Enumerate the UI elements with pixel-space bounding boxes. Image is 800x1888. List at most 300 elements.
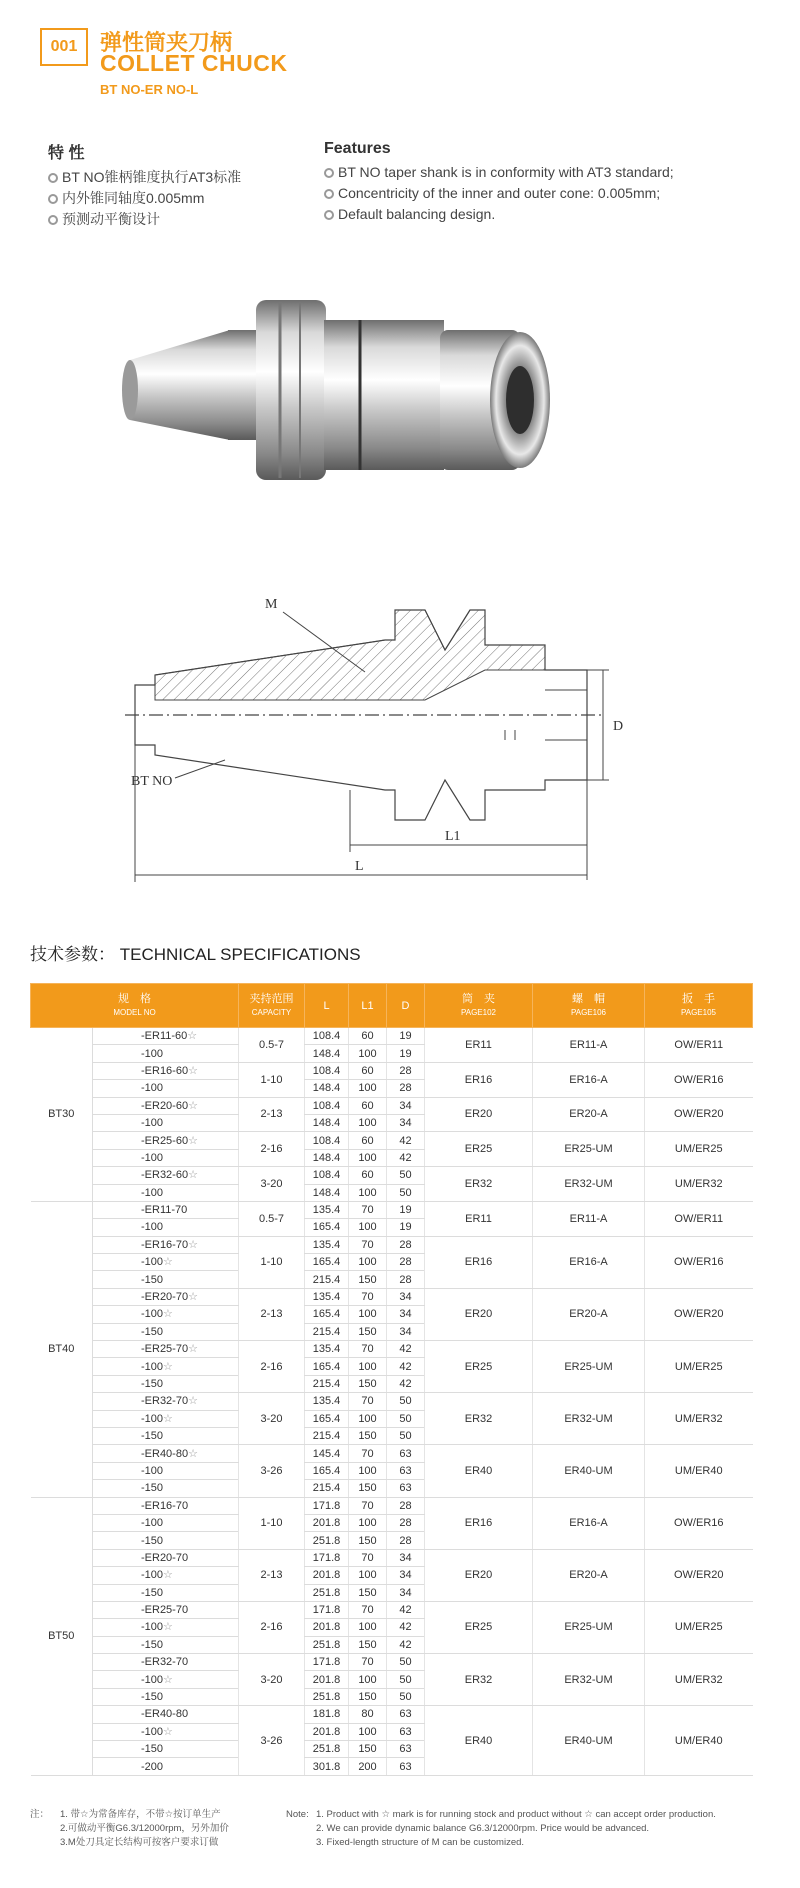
d-cell: 28 — [387, 1236, 425, 1253]
wrench-cell: OW/ER16 — [645, 1497, 753, 1549]
d-cell: 19 — [387, 1201, 425, 1218]
header-l1: L1 — [349, 984, 387, 1028]
l-cell: 201.8 — [305, 1619, 349, 1636]
notes-english: Note: 1. Product with ☆ mark is for running stock and product without ☆ can accept order production. 2. We can provide dynamic balance G6.3/12000rpm. Price would be advanced. 3. Fixed-length structure of M can be customized. — [286, 1809, 716, 1848]
l1-cell: 60 — [349, 1167, 387, 1184]
d-cell: 50 — [387, 1167, 425, 1184]
l-cell: 135.4 — [305, 1201, 349, 1218]
table-row — [31, 1288, 753, 1305]
capacity-cell: 2-13 — [239, 1549, 305, 1601]
star-icon: ☆ — [188, 1395, 198, 1408]
wrench-cell: UM/ER25 — [645, 1341, 753, 1393]
nut-cell: ER32-UM — [533, 1393, 645, 1445]
capacity-cell: 2-13 — [239, 1097, 305, 1132]
collet-cell: ER20 — [425, 1549, 533, 1601]
l1-cell: 70 — [349, 1393, 387, 1410]
l1-cell: 150 — [349, 1532, 387, 1549]
capacity-cell: 3-20 — [239, 1654, 305, 1706]
d-cell: 50 — [387, 1671, 425, 1688]
l-cell: 165.4 — [305, 1219, 349, 1236]
model-cell: -100 — [93, 1080, 239, 1097]
table-row — [31, 1201, 753, 1218]
wrench-cell: OW/ER20 — [645, 1549, 753, 1601]
wrench-cell: UM/ER40 — [645, 1706, 753, 1776]
model-cell: -150 — [93, 1532, 239, 1549]
star-icon: ☆ — [188, 1343, 198, 1356]
l-cell: 135.4 — [305, 1288, 349, 1305]
star-icon: ☆ — [163, 1673, 173, 1686]
model-cell: -ER20-70 — [93, 1549, 239, 1566]
l-cell: 171.8 — [305, 1654, 349, 1671]
header-collet: 筒 夹 PAGE102 — [425, 984, 533, 1028]
d-cell: 63 — [387, 1723, 425, 1740]
star-icon: ☆ — [188, 1447, 198, 1460]
notes-chinese: 注： 1. 带☆为常备库存，不带☆按订单生产 2.可做动平衡G6.3/12000rpm，另外加价 3.M处刀具定长结构可按客户要求订做 — [30, 1809, 229, 1848]
technical-drawing — [125, 590, 705, 900]
star-icon: ☆ — [187, 1030, 198, 1043]
l-cell: 165.4 — [305, 1358, 349, 1375]
bullet-icon — [48, 194, 58, 204]
d-cell: 28 — [387, 1497, 425, 1514]
l-cell: 148.4 — [305, 1184, 349, 1201]
d-cell: 34 — [387, 1584, 425, 1601]
collet-cell: ER16 — [425, 1062, 533, 1097]
l1-cell: 100 — [349, 1619, 387, 1636]
flange-shape — [256, 300, 326, 480]
model-cell: -100☆ — [93, 1723, 239, 1740]
model-cell: -ER11-60☆ — [93, 1028, 239, 1045]
feature-item: 预测动平衡设计 — [48, 209, 318, 230]
nut-cell: ER32-UM — [533, 1654, 645, 1706]
star-icon: ☆ — [188, 1134, 198, 1147]
bullet-icon — [324, 168, 334, 178]
model-cell: -ER25-70 — [93, 1601, 239, 1618]
wrench-cell: OW/ER16 — [645, 1236, 753, 1288]
l-cell: 201.8 — [305, 1514, 349, 1531]
wrench-cell: UM/ER32 — [645, 1167, 753, 1202]
nut-cell: ER32-UM — [533, 1167, 645, 1202]
label-l1: L1 — [445, 829, 461, 844]
table-row — [31, 1341, 753, 1358]
header-model: 规 格 MODEL NO — [31, 984, 239, 1028]
bullet-icon — [324, 210, 334, 220]
model-cell: -ER25-60☆ — [93, 1132, 239, 1149]
table-body — [31, 1028, 753, 1776]
star-icon: ☆ — [188, 1099, 198, 1112]
model-subtitle: BT NO-ER NO-L — [100, 82, 199, 97]
label-bt-no: BT NO — [131, 774, 173, 789]
collet-cell: ER32 — [425, 1167, 533, 1202]
model-cell: -100 — [93, 1114, 239, 1131]
table-row — [31, 1445, 753, 1462]
d-cell: 34 — [387, 1567, 425, 1584]
wrench-cell: OW/ER11 — [645, 1028, 753, 1063]
table-row — [31, 1132, 753, 1149]
table-header-row — [31, 984, 753, 1028]
label-d: D — [613, 719, 624, 734]
l-cell: 171.8 — [305, 1549, 349, 1566]
l-cell: 148.4 — [305, 1080, 349, 1097]
d-cell: 28 — [387, 1062, 425, 1079]
star-icon: ☆ — [188, 1291, 198, 1304]
table-row — [31, 1601, 753, 1618]
l-cell: 201.8 — [305, 1723, 349, 1740]
d-cell: 34 — [387, 1114, 425, 1131]
model-cell: -150 — [93, 1271, 239, 1288]
model-cell: -150 — [93, 1636, 239, 1653]
nut-cell: ER40-UM — [533, 1445, 645, 1497]
capacity-cell: 3-26 — [239, 1445, 305, 1497]
l1-cell: 100 — [349, 1567, 387, 1584]
table-row — [31, 1549, 753, 1566]
d-cell: 34 — [387, 1097, 425, 1114]
d-cell: 34 — [387, 1549, 425, 1566]
model-cell: -150 — [93, 1741, 239, 1758]
model-cell: -100 — [93, 1219, 239, 1236]
l-cell: 135.4 — [305, 1236, 349, 1253]
table-row — [31, 1097, 753, 1114]
d-cell: 42 — [387, 1132, 425, 1149]
l1-cell: 70 — [349, 1341, 387, 1358]
title-chinese: 弹性筒夹刀柄 — [100, 30, 233, 55]
l1-cell: 100 — [349, 1219, 387, 1236]
collet-cell: ER40 — [425, 1445, 533, 1497]
star-icon: ☆ — [163, 1256, 173, 1269]
feature-item: Default balancing design. — [324, 204, 764, 225]
table-row — [31, 1028, 753, 1045]
l1-cell: 150 — [349, 1427, 387, 1444]
l-cell: 251.8 — [305, 1741, 349, 1758]
model-cell: -ER11-70 — [93, 1201, 239, 1218]
d-cell: 63 — [387, 1445, 425, 1462]
l-cell: 108.4 — [305, 1028, 349, 1045]
collet-bore — [506, 366, 534, 434]
nut-cell: ER20-A — [533, 1097, 645, 1132]
l1-cell: 100 — [349, 1184, 387, 1201]
l1-cell: 100 — [349, 1114, 387, 1131]
l-cell: 108.4 — [305, 1167, 349, 1184]
nut-cell: ER16-A — [533, 1236, 645, 1288]
d-cell: 42 — [387, 1341, 425, 1358]
l1-cell: 150 — [349, 1323, 387, 1340]
collet-cell: ER25 — [425, 1601, 533, 1653]
l-cell: 181.8 — [305, 1706, 349, 1723]
l1-cell: 150 — [349, 1375, 387, 1392]
model-cell: -150 — [93, 1688, 239, 1705]
d-cell: 63 — [387, 1462, 425, 1479]
capacity-cell: 0.5-7 — [239, 1028, 305, 1063]
collet-cell: ER32 — [425, 1393, 533, 1445]
d-cell: 28 — [387, 1254, 425, 1271]
l1-cell: 100 — [349, 1149, 387, 1166]
l1-cell: 100 — [349, 1410, 387, 1427]
capacity-cell: 3-20 — [239, 1393, 305, 1445]
l1-cell: 70 — [349, 1288, 387, 1305]
model-cell: -100☆ — [93, 1306, 239, 1323]
wrench-cell: UM/ER25 — [645, 1601, 753, 1653]
l-cell: 135.4 — [305, 1393, 349, 1410]
l-cell: 145.4 — [305, 1445, 349, 1462]
wrench-cell: OW/ER16 — [645, 1062, 753, 1097]
l1-cell: 150 — [349, 1741, 387, 1758]
neck-shape — [228, 330, 258, 440]
feature-item: BT NO taper shank is in conformity with AT3 standard; — [324, 162, 764, 183]
header-nut: 螺 帽 PAGE106 — [533, 984, 645, 1028]
star-icon: ☆ — [163, 1360, 173, 1373]
l1-cell: 150 — [349, 1480, 387, 1497]
table-row — [31, 1393, 753, 1410]
l-cell: 108.4 — [305, 1097, 349, 1114]
d-cell: 34 — [387, 1306, 425, 1323]
nut-cell: ER20-A — [533, 1549, 645, 1601]
l1-cell: 100 — [349, 1723, 387, 1740]
model-cell: -150 — [93, 1480, 239, 1497]
star-icon: ☆ — [188, 1064, 198, 1077]
l-cell: 201.8 — [305, 1671, 349, 1688]
d-cell: 28 — [387, 1080, 425, 1097]
leader-bt — [175, 760, 225, 778]
features-chinese — [48, 140, 318, 230]
nut-cell: ER11-A — [533, 1201, 645, 1236]
model-cell: -ER32-70 — [93, 1654, 239, 1671]
wrench-cell: UM/ER32 — [645, 1393, 753, 1445]
d-cell: 50 — [387, 1688, 425, 1705]
model-cell: -ER25-70☆ — [93, 1341, 239, 1358]
wrench-cell: OW/ER11 — [645, 1201, 753, 1236]
l1-cell: 60 — [349, 1028, 387, 1045]
nut-cell: ER20-A — [533, 1288, 645, 1340]
model-cell: -100☆ — [93, 1358, 239, 1375]
collet-cell: ER16 — [425, 1236, 533, 1288]
l-cell: 171.8 — [305, 1601, 349, 1618]
nut-cell: ER16-A — [533, 1497, 645, 1549]
l1-cell: 70 — [349, 1654, 387, 1671]
l1-cell: 70 — [349, 1236, 387, 1253]
capacity-cell: 1-10 — [239, 1497, 305, 1549]
bullet-icon — [48, 173, 58, 183]
page-header — [40, 28, 760, 100]
d-cell: 28 — [387, 1271, 425, 1288]
l-cell: 135.4 — [305, 1341, 349, 1358]
model-cell: -100 — [93, 1149, 239, 1166]
star-icon: ☆ — [163, 1412, 173, 1425]
star-icon: ☆ — [163, 1569, 173, 1582]
capacity-cell: 3-20 — [239, 1167, 305, 1202]
l1-cell: 100 — [349, 1080, 387, 1097]
capacity-cell: 2-16 — [239, 1601, 305, 1653]
star-icon: ☆ — [188, 1238, 198, 1251]
l1-cell: 70 — [349, 1601, 387, 1618]
feature-item: BT NO锥柄锥度执行AT3标准 — [48, 167, 318, 188]
model-cell: -200 — [93, 1758, 239, 1775]
wrench-cell: UM/ER32 — [645, 1654, 753, 1706]
model-cell: -ER20-70☆ — [93, 1288, 239, 1305]
l-cell: 215.4 — [305, 1323, 349, 1340]
model-cell: -100☆ — [93, 1254, 239, 1271]
l-cell: 215.4 — [305, 1427, 349, 1444]
l1-cell: 150 — [349, 1688, 387, 1705]
l1-cell: 100 — [349, 1306, 387, 1323]
l1-cell: 60 — [349, 1062, 387, 1079]
collet-cell: ER11 — [425, 1201, 533, 1236]
table-row — [31, 1497, 753, 1514]
l1-cell: 100 — [349, 1358, 387, 1375]
l-cell: 171.8 — [305, 1497, 349, 1514]
capacity-cell: 2-16 — [239, 1341, 305, 1393]
l-cell: 108.4 — [305, 1062, 349, 1079]
header-d: D — [387, 984, 425, 1028]
l-cell: 251.8 — [305, 1688, 349, 1705]
model-cell: -ER40-80 — [93, 1706, 239, 1723]
features-heading-en: Features — [324, 140, 391, 157]
d-cell: 42 — [387, 1601, 425, 1618]
d-cell: 42 — [387, 1375, 425, 1392]
d-cell: 63 — [387, 1741, 425, 1758]
wrench-cell: OW/ER20 — [645, 1097, 753, 1132]
l-cell: 215.4 — [305, 1375, 349, 1392]
collet-cell: ER20 — [425, 1097, 533, 1132]
collet-chuck-photo — [110, 290, 610, 550]
capacity-cell: 2-13 — [239, 1288, 305, 1340]
bullet-icon — [48, 215, 58, 225]
wrench-cell: OW/ER20 — [645, 1288, 753, 1340]
d-cell: 19 — [387, 1045, 425, 1062]
l1-cell: 60 — [349, 1097, 387, 1114]
model-cell: -150 — [93, 1375, 239, 1392]
l1-cell: 60 — [349, 1132, 387, 1149]
model-cell: -ER16-60☆ — [93, 1062, 239, 1079]
capacity-cell: 1-10 — [239, 1062, 305, 1097]
wrench-cell: UM/ER40 — [645, 1445, 753, 1497]
table-row — [31, 1236, 753, 1253]
series-cell: BT40 — [31, 1201, 93, 1497]
product-code: 001 — [40, 28, 88, 66]
collet-cell: ER20 — [425, 1288, 533, 1340]
nut-cell: ER25-UM — [533, 1601, 645, 1653]
model-cell: -150 — [93, 1584, 239, 1601]
model-cell: -100☆ — [93, 1410, 239, 1427]
model-cell: -100 — [93, 1514, 239, 1531]
header-wrench: 扳 手 PAGE105 — [645, 984, 753, 1028]
l1-cell: 70 — [349, 1497, 387, 1514]
d-cell: 19 — [387, 1219, 425, 1236]
capacity-cell: 1-10 — [239, 1236, 305, 1288]
model-cell: -ER32-70☆ — [93, 1393, 239, 1410]
l-cell: 148.4 — [305, 1045, 349, 1062]
table-row — [31, 1062, 753, 1079]
d-cell: 50 — [387, 1184, 425, 1201]
l-cell: 301.8 — [305, 1758, 349, 1775]
l-cell: 165.4 — [305, 1306, 349, 1323]
l-cell: 201.8 — [305, 1567, 349, 1584]
collet-cell: ER11 — [425, 1028, 533, 1063]
capacity-cell: 0.5-7 — [239, 1201, 305, 1236]
d-cell: 50 — [387, 1410, 425, 1427]
star-icon: ☆ — [163, 1308, 173, 1321]
l1-cell: 150 — [349, 1271, 387, 1288]
model-cell: -ER32-60☆ — [93, 1167, 239, 1184]
title-english: COLLET CHUCK — [100, 50, 288, 76]
l-cell: 165.4 — [305, 1254, 349, 1271]
d-cell: 42 — [387, 1636, 425, 1653]
l-cell: 215.4 — [305, 1480, 349, 1497]
spec-title: 技术参数： TECHNICAL SPECIFICATIONS — [30, 945, 361, 964]
model-cell: -ER20-60☆ — [93, 1097, 239, 1114]
features-heading-cn: 特 性 — [48, 145, 85, 162]
d-cell: 63 — [387, 1758, 425, 1775]
l1-cell: 100 — [349, 1254, 387, 1271]
table-row — [31, 1654, 753, 1671]
d-cell: 28 — [387, 1532, 425, 1549]
features-english — [324, 140, 764, 225]
model-cell: -100 — [93, 1045, 239, 1062]
collet-cell: ER25 — [425, 1132, 533, 1167]
l-cell: 148.4 — [305, 1114, 349, 1131]
spec-table — [30, 983, 753, 1776]
taper-shape — [130, 330, 230, 440]
star-icon: ☆ — [163, 1725, 173, 1738]
model-cell: -100☆ — [93, 1619, 239, 1636]
model-cell: -ER16-70 — [93, 1497, 239, 1514]
feature-item: Concentricity of the inner and outer cone: 0.005mm; — [324, 183, 764, 204]
model-cell: -100☆ — [93, 1671, 239, 1688]
model-cell: -ER16-70☆ — [93, 1236, 239, 1253]
collet-cell: ER40 — [425, 1706, 533, 1776]
l1-cell: 150 — [349, 1636, 387, 1653]
l-cell: 108.4 — [305, 1132, 349, 1149]
bullet-icon — [324, 189, 334, 199]
nut-cell: ER25-UM — [533, 1132, 645, 1167]
nut-cell: ER16-A — [533, 1062, 645, 1097]
feature-item: 内外锥同轴度0.005mm — [48, 188, 318, 209]
model-cell: -ER40-80☆ — [93, 1445, 239, 1462]
model-cell: -150 — [93, 1323, 239, 1340]
collet-cell: ER32 — [425, 1654, 533, 1706]
wrench-cell: UM/ER25 — [645, 1132, 753, 1167]
table-row — [31, 1167, 753, 1184]
d-cell: 42 — [387, 1619, 425, 1636]
l1-cell: 150 — [349, 1584, 387, 1601]
l1-cell: 100 — [349, 1514, 387, 1531]
capacity-cell: 2-16 — [239, 1132, 305, 1167]
d-cell: 19 — [387, 1028, 425, 1045]
star-icon: ☆ — [163, 1621, 173, 1634]
series-cell: BT50 — [31, 1497, 93, 1775]
collet-cell: ER25 — [425, 1341, 533, 1393]
header-l: L — [305, 984, 349, 1028]
d-cell: 63 — [387, 1706, 425, 1723]
d-cell: 34 — [387, 1288, 425, 1305]
label-l: L — [355, 859, 364, 874]
nut-cell: ER25-UM — [533, 1341, 645, 1393]
hatched-section — [155, 610, 545, 700]
model-cell: -100 — [93, 1462, 239, 1479]
l1-cell: 100 — [349, 1045, 387, 1062]
label-m: M — [265, 597, 278, 612]
d-cell: 63 — [387, 1480, 425, 1497]
l-cell: 165.4 — [305, 1410, 349, 1427]
model-cell: -100 — [93, 1184, 239, 1201]
nut-cell: ER11-A — [533, 1028, 645, 1063]
l-cell: 165.4 — [305, 1462, 349, 1479]
l1-cell: 70 — [349, 1549, 387, 1566]
d-cell: 42 — [387, 1149, 425, 1166]
l1-cell: 100 — [349, 1671, 387, 1688]
model-cell: -100☆ — [93, 1567, 239, 1584]
d-cell: 50 — [387, 1654, 425, 1671]
l-cell: 251.8 — [305, 1636, 349, 1653]
l-cell: 148.4 — [305, 1149, 349, 1166]
